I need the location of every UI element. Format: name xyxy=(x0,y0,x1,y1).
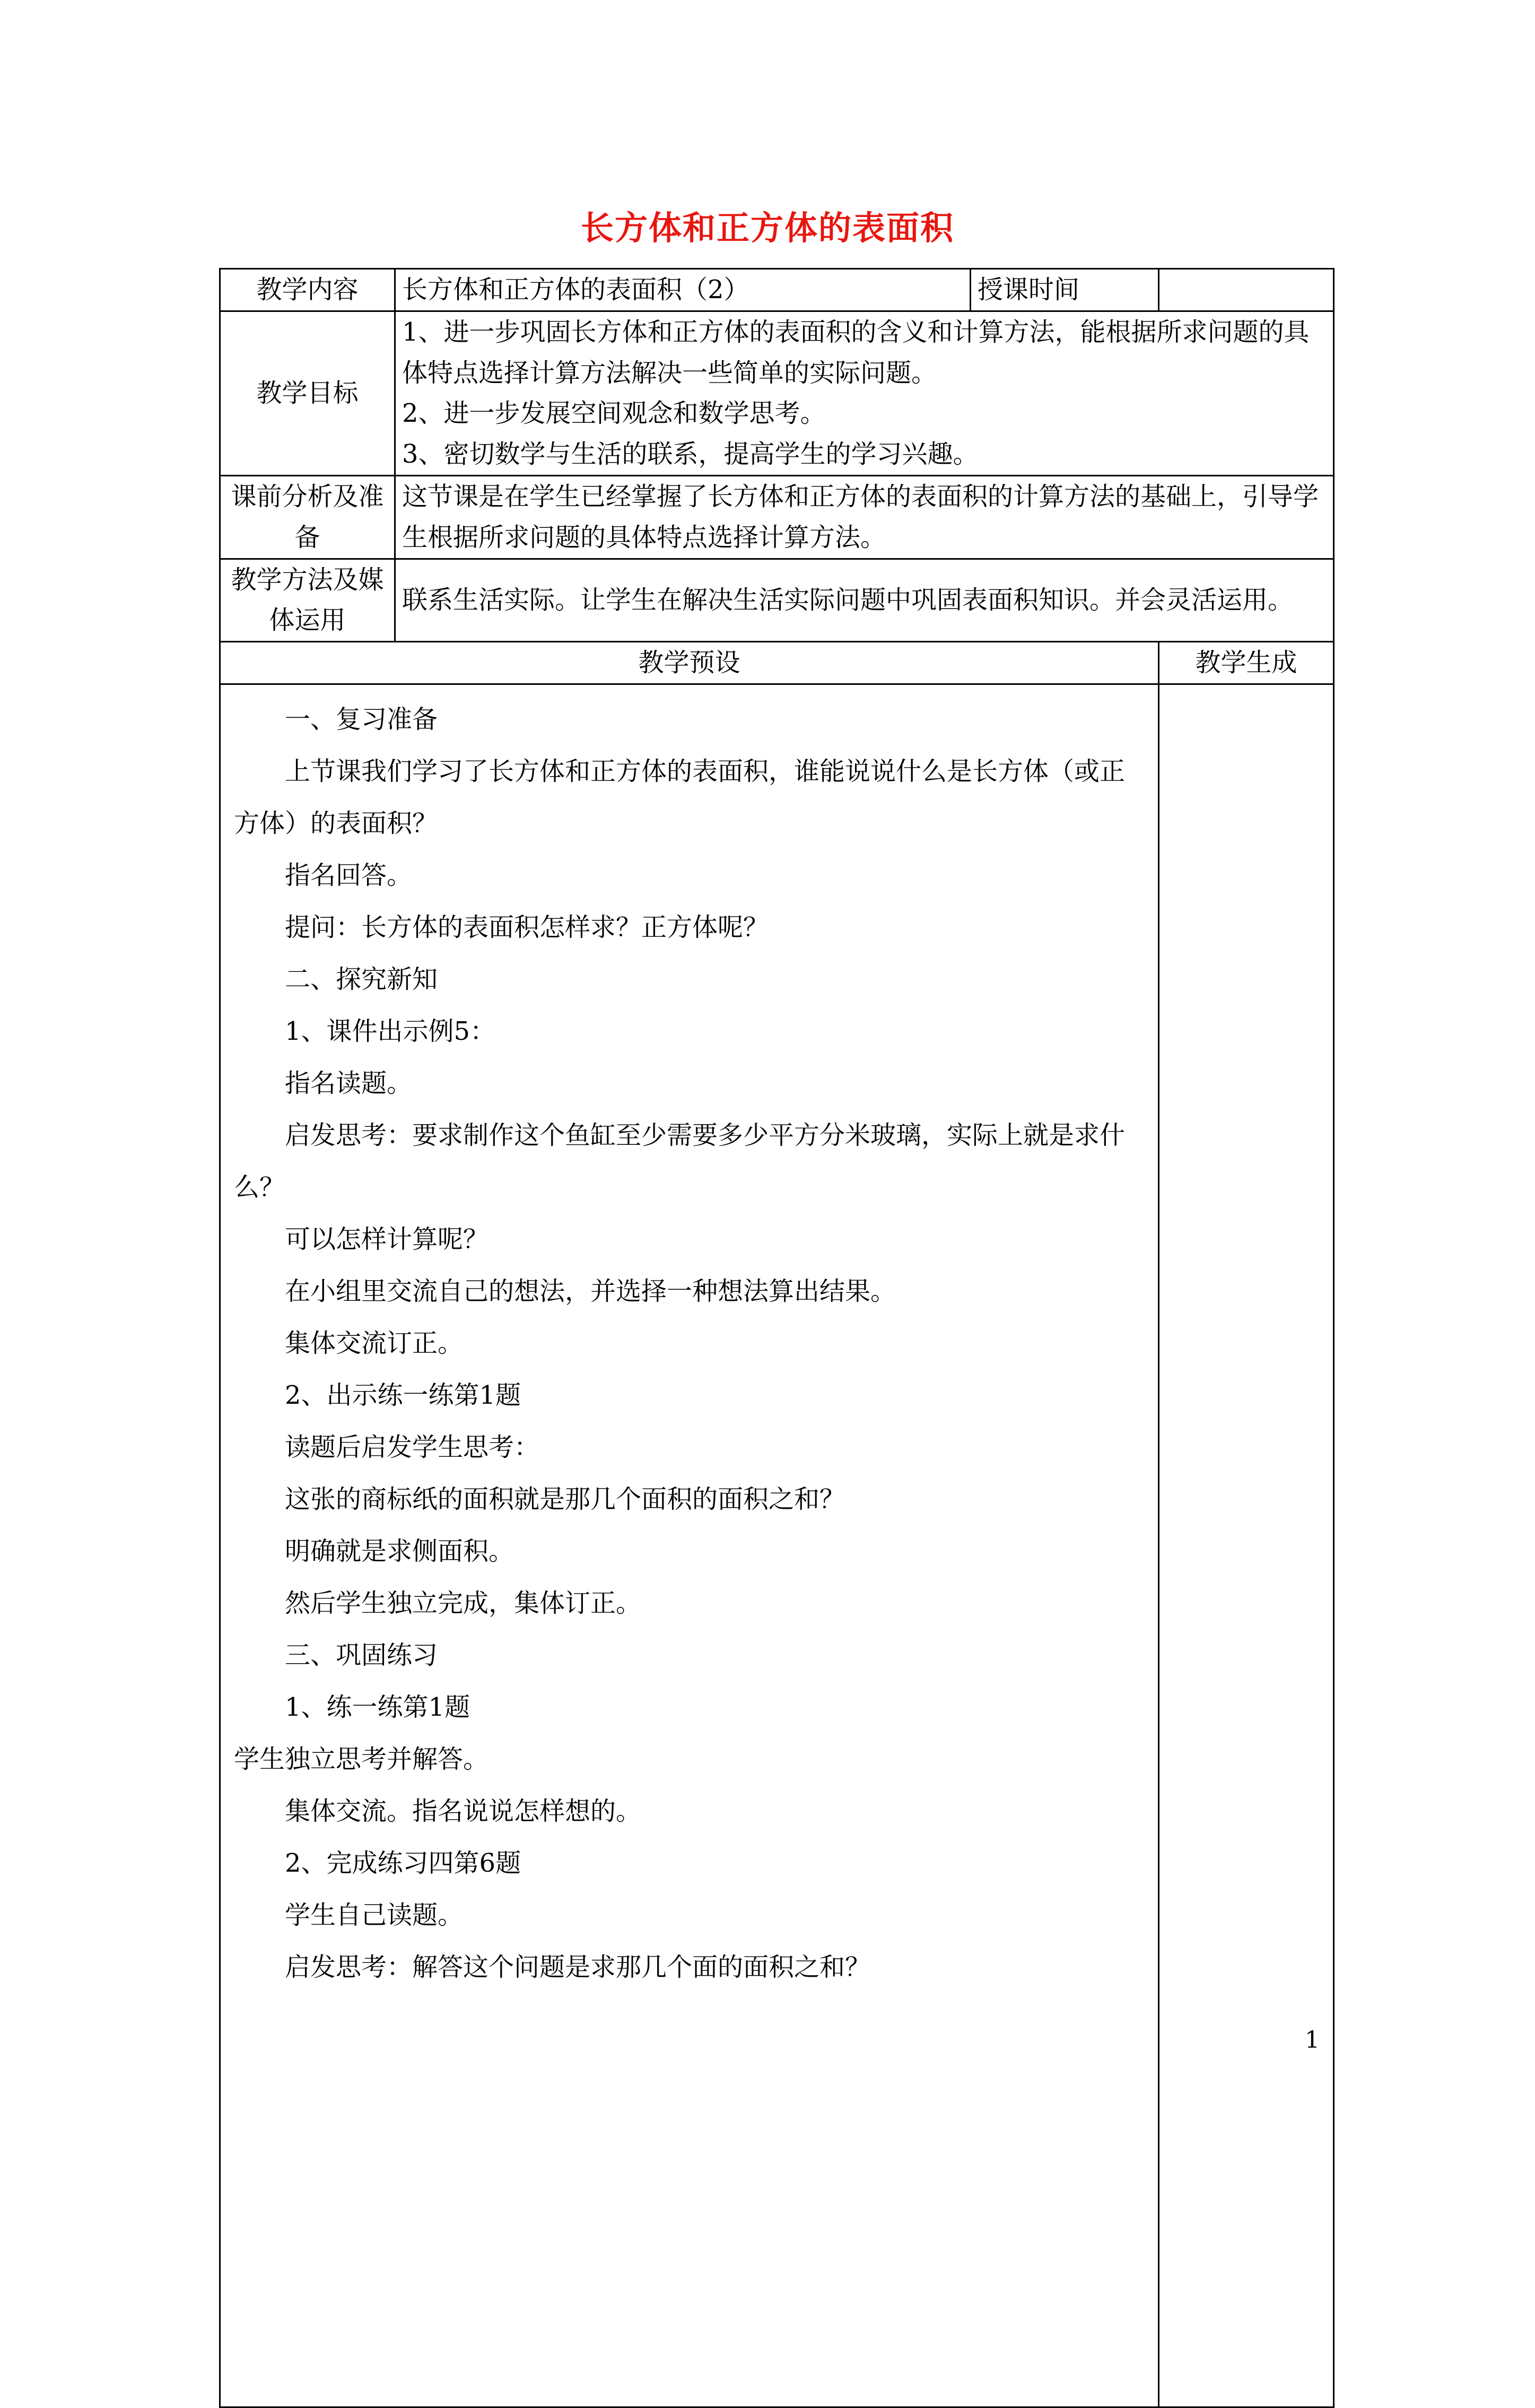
process-line: 明确就是求侧面积。 xyxy=(285,1536,514,1566)
process-line: 然后学生独立完成，集体订正。 xyxy=(285,1588,642,1618)
process-row xyxy=(220,684,1334,2407)
methods-text: 联系生活实际。让学生在解决生活实际问题中巩固表面积知识。并会灵活运用。 xyxy=(395,559,1334,642)
process-line: 在小组里交流自己的想法，并选择一种想法算出结果。 xyxy=(285,1276,896,1306)
process-line: 启发思考：解答这个问题是求那几个面的面积之和？ xyxy=(285,1952,871,1982)
process-line: 上节课我们学习了长方体和正方体的表面积，谁能说说什么是长方体（或正方体）的表面积？ xyxy=(234,756,1126,838)
process-header-row xyxy=(220,642,1334,684)
process-line: 1、课件出示例5： xyxy=(285,1016,496,1046)
process-line: 二、探究新知 xyxy=(285,964,438,994)
process-line: 启发思考：要求制作这个鱼缸至少需要多少平方分米玻璃，实际上就是求什么？ xyxy=(234,1120,1126,1202)
methods-row xyxy=(220,559,1334,642)
methods-label: 教学方法及媒体运用 xyxy=(220,559,395,642)
analysis-row xyxy=(220,475,1334,559)
process-line: 读题后启发学生思考： xyxy=(285,1432,540,1462)
goal-item: 3、密切数学与生活的联系，提高学生的学习兴趣。 xyxy=(402,439,979,470)
analysis-label: 课前分析及准备 xyxy=(220,475,395,559)
time-label: 授课时间 xyxy=(971,269,1159,311)
goal-item: 2、进一步发展空间观念和数学思考。 xyxy=(402,398,826,429)
process-line: 2、出示练一练第1题 xyxy=(285,1380,521,1410)
process-line: 提问：长方体的表面积怎样求？正方体呢？ xyxy=(285,912,769,942)
page-title: 长方体和正方体的表面积 xyxy=(580,208,954,247)
process-line: 三、巩固练习 xyxy=(285,1640,438,1670)
goals-content xyxy=(395,311,1334,475)
goal-item: 1、进一步巩固长方体和正方体的表面积的含义和计算方法，能根据所求问题的具体特点选择计算方法解决一些简单的实际问题。 xyxy=(402,317,1310,388)
time-value xyxy=(1159,269,1334,311)
process-result-cell xyxy=(1159,684,1334,2407)
process-line: 可以怎样计算呢？ xyxy=(285,1224,489,1254)
lesson-plan-table xyxy=(219,268,1335,2408)
analysis-text: 这节课是在学生已经掌握了长方体和正方体的表面积的计算方法的基础上，引导学生根据所求问题的具体特点选择计算方法。 xyxy=(395,475,1334,559)
process-line: 学生自己读题。 xyxy=(285,1900,464,1930)
content-value: 长方体和正方体的表面积（2） xyxy=(395,269,971,311)
process-line: 这张的商标纸的面积就是那几个面积的面积之和？ xyxy=(285,1484,845,1514)
process-line: 2、完成练习四第6题 xyxy=(285,1848,521,1878)
goals-row xyxy=(220,311,1334,475)
process-header-left: 教学预设 xyxy=(220,642,1159,684)
page-number: 1 xyxy=(1305,2027,1320,2054)
process-line: 1、练一练第1题 xyxy=(285,1692,470,1722)
content-label: 教学内容 xyxy=(220,269,395,311)
process-line: 指名回答。 xyxy=(285,860,413,890)
content-row xyxy=(220,269,1334,311)
goals-label: 教学目标 xyxy=(220,311,395,475)
process-line: 集体交流订正。 xyxy=(285,1328,464,1358)
process-line: 学生独立思考并解答。 xyxy=(234,1744,489,1774)
process-line: 指名读题。 xyxy=(285,1068,413,1098)
process-line: 集体交流。指名说说怎样想的。 xyxy=(285,1796,642,1826)
process-content xyxy=(220,684,1159,2407)
process-line: 一、复习准备 xyxy=(285,704,438,734)
process-header-right: 教学生成 xyxy=(1159,642,1334,684)
